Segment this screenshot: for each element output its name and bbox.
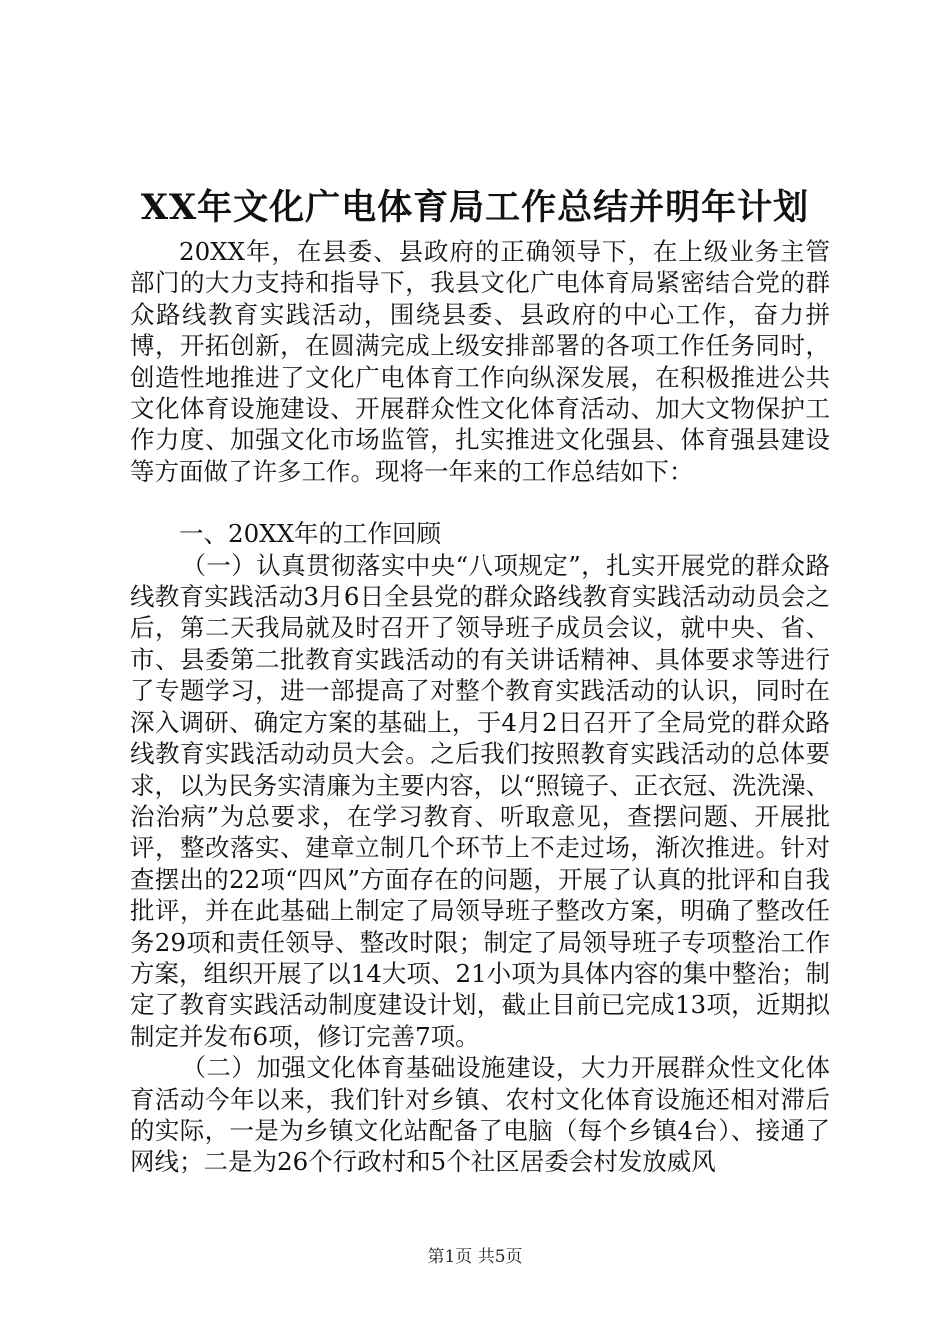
item-two-paragraph: （二）加强文化体育基础设施建设，大力开展群众性文化体育活动今年以来，我们针对乡镇、农村文化体育设施还相对滞后的实际，一是为乡镇文化站配备了电脑（每个乡镇4台）、接通了网线；二是为26个行政村和5个社区居委会村发放威风 [130, 1053, 830, 1177]
document-body [130, 236, 830, 1178]
paragraph-spacer [130, 487, 830, 518]
page-number: 第1页 共5页 [427, 1247, 523, 1267]
section-heading: 一、20XX年的工作回顾 [179, 519, 442, 549]
item-one-paragraph: （一）认真贯彻落实中央“八项规定”，扎实开展党的群众路线教育实践活动3月6日全县党的群众路线教育实践活动动员会之后，第二天我局就及时召开了领导班子成员会议，就中央、省、市、县委第二批教育实践活动的有关讲话精神、具体要求等进行了专题学习，进一部提高了对整个教育实践活动的认识，同时在深入调研、确定方案的基础上，于4月2日召开了全局党的群众路线教育实践活动动员大会。之后我们按照教育实践活动的总体要求，以为民务实清廉为主要内容，以“照镜子、正衣冠、洗洗澡、治治病”为总要求，在学习教育、听取意见，查摆问题、开展批评，整改落实、建章立制几个环节上不走过场，渐次推进。针对查摆出的22项“四风”方面存在的问题，开展了认真的批评和自我批评，并在此基础上制定了局领导班子整改方案，明确了整改任务29项和责任领导、整改时限；制定了局领导班子专项整治工作方案，组织开展了以14大项、21小项为具体内容的集中整治；制定了教育实践活动制度建设计划，截止目前已完成13项，近期拟制定并发布6项，修订完善7项。 [130, 550, 830, 1051]
intro-paragraph: 20XX年，在县委、县政府的正确领导下，在上级业务主管部门的大力支持和指导下，我县文化广电体育局紧密结合党的群众路线教育实践活动，围绕县委、县政府的中心工作，奋力拼博，开拓创新，在圆满完成上级安排部署的各项工作任务同时，创造性地推进了文化广电体育工作向纵深发展，在积极推进公共文化体育设施建设、开展群众性文化体育活动、加大文物保护工作力度、加强文化市场监管，扎实推进文化强县、体育强县建设等方面做了许多工作。现将一年来的工作总结如下： [130, 237, 830, 486]
document-title: XX年文化广电体育局工作总结并明年计划 [140, 187, 810, 228]
